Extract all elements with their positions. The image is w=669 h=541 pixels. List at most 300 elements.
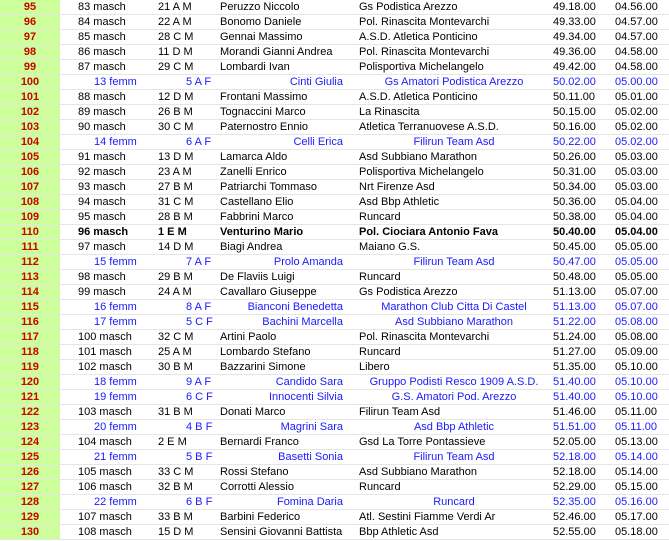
athlete-name-cell: Innocenti Silvia — [218, 390, 357, 405]
spacer-cell — [60, 375, 70, 390]
finish-time-cell: 52.05.00 — [551, 435, 613, 450]
athlete-name-cell: Candido Sara — [218, 375, 357, 390]
team-cell: Bbp Athletic Asd — [357, 525, 551, 540]
athlete-name-cell: Bernardi Franco — [218, 435, 357, 450]
table-row — [0, 330, 669, 345]
position-cell: 111 — [0, 240, 60, 255]
bib-gender-cell: 100 masch — [70, 330, 156, 345]
finish-time-cell: 50.16.00 — [551, 120, 613, 135]
spacer-cell — [60, 90, 70, 105]
team-cell: Nrt Firenze Asd — [357, 180, 551, 195]
bib-gender-cell: 101 masch — [70, 345, 156, 360]
table-row — [0, 30, 669, 45]
finish-time-cell: 50.48.00 — [551, 270, 613, 285]
category-cell: 30 C M — [156, 120, 218, 135]
bib-gender-cell: 21 femm — [70, 450, 156, 465]
pace-cell: 05.03.00 — [613, 180, 669, 195]
finish-time-cell: 51.40.00 — [551, 375, 613, 390]
team-cell: La Rinascita — [357, 105, 551, 120]
table-row — [0, 105, 669, 120]
finish-time-cell: 51.46.00 — [551, 405, 613, 420]
table-row — [0, 255, 669, 270]
bib-gender-cell: 19 femm — [70, 390, 156, 405]
position-cell: 122 — [0, 405, 60, 420]
category-cell: 21 A M — [156, 0, 218, 15]
spacer-cell — [60, 435, 70, 450]
pace-cell: 05.03.00 — [613, 165, 669, 180]
athlete-name-cell: Morandi Gianni Andrea — [218, 45, 357, 60]
spacer-cell — [60, 225, 70, 240]
table-row — [0, 525, 669, 540]
spacer-cell — [60, 315, 70, 330]
team-cell: Gsd La Torre Pontassieve — [357, 435, 551, 450]
finish-time-cell: 51.27.00 — [551, 345, 613, 360]
spacer-cell — [60, 150, 70, 165]
bib-gender-cell: 94 masch — [70, 195, 156, 210]
position-cell: 130 — [0, 525, 60, 540]
team-cell: Pol. Rinascita Montevarchi — [357, 15, 551, 30]
category-cell: 28 C M — [156, 30, 218, 45]
spacer-cell — [60, 390, 70, 405]
pace-cell: 05.03.00 — [613, 150, 669, 165]
position-cell: 125 — [0, 450, 60, 465]
athlete-name-cell: Paternostro Ennio — [218, 120, 357, 135]
table-row — [0, 345, 669, 360]
category-cell: 23 A M — [156, 165, 218, 180]
spacer-cell — [60, 195, 70, 210]
table-row — [0, 15, 669, 30]
finish-time-cell: 52.18.00 — [551, 450, 613, 465]
pace-cell: 05.10.00 — [613, 375, 669, 390]
team-cell: Pol. Rinascita Montevarchi — [357, 330, 551, 345]
athlete-name-cell: Fomina Daria — [218, 495, 357, 510]
pace-cell: 04.57.00 — [613, 30, 669, 45]
bib-gender-cell: 22 femm — [70, 495, 156, 510]
finish-time-cell: 50.36.00 — [551, 195, 613, 210]
team-cell: Gs Podistica Arezzo — [357, 0, 551, 15]
spacer-cell — [60, 210, 70, 225]
table-row — [0, 0, 669, 15]
category-cell: 8 A F — [156, 300, 218, 315]
bib-gender-cell: 104 masch — [70, 435, 156, 450]
position-cell: 120 — [0, 375, 60, 390]
athlete-name-cell: Lombardi Ivan — [218, 60, 357, 75]
athlete-name-cell: Corrotti Alessio — [218, 480, 357, 495]
category-cell: 5 A F — [156, 75, 218, 90]
pace-cell: 05.14.00 — [613, 465, 669, 480]
team-cell: Asd Subbiano Marathon — [357, 465, 551, 480]
athlete-name-cell: Artini Paolo — [218, 330, 357, 345]
bib-gender-cell: 83 masch — [70, 0, 156, 15]
category-cell: 15 D M — [156, 525, 218, 540]
position-cell: 114 — [0, 285, 60, 300]
spacer-cell — [60, 180, 70, 195]
pace-cell: 05.05.00 — [613, 270, 669, 285]
team-cell: Polisportiva Michelangelo — [357, 165, 551, 180]
team-cell: Asd Subbiano Marathon — [357, 150, 551, 165]
pace-cell: 05.05.00 — [613, 240, 669, 255]
team-cell: Asd Bbp Athletic — [357, 195, 551, 210]
table-row — [0, 60, 669, 75]
finish-time-cell: 51.13.00 — [551, 300, 613, 315]
position-cell: 96 — [0, 15, 60, 30]
finish-time-cell: 52.29.00 — [551, 480, 613, 495]
team-cell: Pol. Ciociara Antonio Fava — [357, 225, 551, 240]
team-cell: Gs Podistica Arezzo — [357, 285, 551, 300]
position-cell: 102 — [0, 105, 60, 120]
finish-time-cell: 51.22.00 — [551, 315, 613, 330]
finish-time-cell: 50.38.00 — [551, 210, 613, 225]
team-cell: Maiano G.S. — [357, 240, 551, 255]
category-cell: 30 B M — [156, 360, 218, 375]
pace-cell: 05.08.00 — [613, 330, 669, 345]
category-cell: 33 C M — [156, 465, 218, 480]
finish-time-cell: 50.26.00 — [551, 150, 613, 165]
finish-time-cell: 49.34.00 — [551, 30, 613, 45]
spacer-cell — [60, 45, 70, 60]
bib-gender-cell: 103 masch — [70, 405, 156, 420]
team-cell: Atl. Sestini Fiamme Verdi Ar — [357, 510, 551, 525]
table-row — [0, 270, 669, 285]
position-cell: 105 — [0, 150, 60, 165]
bib-gender-cell: 108 masch — [70, 525, 156, 540]
athlete-name-cell: Fabbrini Marco — [218, 210, 357, 225]
position-cell: 109 — [0, 210, 60, 225]
finish-time-cell: 50.11.00 — [551, 90, 613, 105]
category-cell: 6 C F — [156, 390, 218, 405]
position-cell: 103 — [0, 120, 60, 135]
bib-gender-cell: 13 femm — [70, 75, 156, 90]
category-cell: 11 D M — [156, 45, 218, 60]
athlete-name-cell: Gennai Massimo — [218, 30, 357, 45]
category-cell: 27 B M — [156, 180, 218, 195]
bib-gender-cell: 14 femm — [70, 135, 156, 150]
table-row — [0, 405, 669, 420]
table-row — [0, 195, 669, 210]
table-row — [0, 75, 669, 90]
athlete-name-cell: Basetti Sonia — [218, 450, 357, 465]
spacer-cell — [60, 165, 70, 180]
athlete-name-cell: Cavallaro Giuseppe — [218, 285, 357, 300]
athlete-name-cell: Biagi Andrea — [218, 240, 357, 255]
pace-cell: 05.15.00 — [613, 480, 669, 495]
pace-cell: 05.13.00 — [613, 435, 669, 450]
category-cell: 32 C M — [156, 330, 218, 345]
team-cell: A.S.D. Atletica Ponticino — [357, 90, 551, 105]
pace-cell: 05.04.00 — [613, 210, 669, 225]
athlete-name-cell: Venturino Mario — [218, 225, 357, 240]
position-cell: 115 — [0, 300, 60, 315]
table-row — [0, 165, 669, 180]
spacer-cell — [60, 30, 70, 45]
spacer-cell — [60, 420, 70, 435]
bib-gender-cell: 90 masch — [70, 120, 156, 135]
team-cell: Runcard — [357, 495, 551, 510]
finish-time-cell: 49.18.00 — [551, 0, 613, 15]
category-cell: 7 A F — [156, 255, 218, 270]
bib-gender-cell: 89 masch — [70, 105, 156, 120]
pace-cell: 05.01.00 — [613, 90, 669, 105]
team-cell: G.S. Amatori Pod. Arezzo — [357, 390, 551, 405]
finish-time-cell: 50.31.00 — [551, 165, 613, 180]
position-cell: 104 — [0, 135, 60, 150]
position-cell: 106 — [0, 165, 60, 180]
pace-cell: 05.10.00 — [613, 360, 669, 375]
category-cell: 14 D M — [156, 240, 218, 255]
category-cell: 12 D M — [156, 90, 218, 105]
position-cell: 127 — [0, 480, 60, 495]
position-cell: 124 — [0, 435, 60, 450]
position-cell: 107 — [0, 180, 60, 195]
finish-time-cell: 51.13.00 — [551, 285, 613, 300]
table-row — [0, 480, 669, 495]
spacer-cell — [60, 240, 70, 255]
category-cell: 6 B F — [156, 495, 218, 510]
category-cell: 6 A F — [156, 135, 218, 150]
spacer-cell — [60, 330, 70, 345]
team-cell: Filirun Team Asd — [357, 405, 551, 420]
bib-gender-cell: 16 femm — [70, 300, 156, 315]
position-cell: 121 — [0, 390, 60, 405]
athlete-name-cell: Cinti Giulia — [218, 75, 357, 90]
bib-gender-cell: 87 masch — [70, 60, 156, 75]
team-cell: Asd Subbiano Marathon — [357, 315, 551, 330]
bib-gender-cell: 95 masch — [70, 210, 156, 225]
table-row — [0, 390, 669, 405]
table-row — [0, 150, 669, 165]
pace-cell: 05.04.00 — [613, 195, 669, 210]
bib-gender-cell: 91 masch — [70, 150, 156, 165]
pace-cell: 05.02.00 — [613, 105, 669, 120]
category-cell: 26 B M — [156, 105, 218, 120]
position-cell: 97 — [0, 30, 60, 45]
table-row — [0, 360, 669, 375]
category-cell: 32 B M — [156, 480, 218, 495]
table-row — [0, 510, 669, 525]
position-cell: 110 — [0, 225, 60, 240]
table-row — [0, 240, 669, 255]
bib-gender-cell: 88 masch — [70, 90, 156, 105]
athlete-name-cell: Peruzzo Niccolo — [218, 0, 357, 15]
bib-gender-cell: 102 masch — [70, 360, 156, 375]
spacer-cell — [60, 525, 70, 540]
pace-cell: 05.14.00 — [613, 450, 669, 465]
team-cell: Marathon Club Citta Di Castel — [357, 300, 551, 315]
team-cell: Filirun Team Asd — [357, 450, 551, 465]
bib-gender-cell: 20 femm — [70, 420, 156, 435]
finish-time-cell: 49.36.00 — [551, 45, 613, 60]
athlete-name-cell: Donati Marco — [218, 405, 357, 420]
position-cell: 117 — [0, 330, 60, 345]
table-row — [0, 225, 669, 240]
bib-gender-cell: 107 masch — [70, 510, 156, 525]
table-row — [0, 435, 669, 450]
pace-cell: 05.11.00 — [613, 405, 669, 420]
bib-gender-cell: 15 femm — [70, 255, 156, 270]
pace-cell: 04.56.00 — [613, 0, 669, 15]
position-cell: 118 — [0, 345, 60, 360]
spacer-cell — [60, 360, 70, 375]
spacer-cell — [60, 255, 70, 270]
table-row — [0, 420, 669, 435]
table-row — [0, 180, 669, 195]
position-cell: 101 — [0, 90, 60, 105]
spacer-cell — [60, 465, 70, 480]
finish-time-cell: 51.35.00 — [551, 360, 613, 375]
athlete-name-cell: Prolo Amanda — [218, 255, 357, 270]
pace-cell: 05.02.00 — [613, 120, 669, 135]
bib-gender-cell: 93 masch — [70, 180, 156, 195]
finish-time-cell: 50.40.00 — [551, 225, 613, 240]
athlete-name-cell: Rossi Stefano — [218, 465, 357, 480]
category-cell: 25 A M — [156, 345, 218, 360]
athlete-name-cell: Patriarchi Tommaso — [218, 180, 357, 195]
finish-time-cell: 49.33.00 — [551, 15, 613, 30]
table-row — [0, 120, 669, 135]
finish-time-cell: 50.02.00 — [551, 75, 613, 90]
team-cell: Asd Bbp Athletic — [357, 420, 551, 435]
position-cell: 126 — [0, 465, 60, 480]
team-cell: Libero — [357, 360, 551, 375]
bib-gender-cell: 92 masch — [70, 165, 156, 180]
spacer-cell — [60, 480, 70, 495]
team-cell: Gruppo Podisti Resco 1909 A.S.D. — [357, 375, 551, 390]
pace-cell: 05.17.00 — [613, 510, 669, 525]
bib-gender-cell: 106 masch — [70, 480, 156, 495]
position-cell: 98 — [0, 45, 60, 60]
spacer-cell — [60, 270, 70, 285]
athlete-name-cell: Lombardo Stefano — [218, 345, 357, 360]
athlete-name-cell: Lamarca Aldo — [218, 150, 357, 165]
bib-gender-cell: 99 masch — [70, 285, 156, 300]
pace-cell: 05.07.00 — [613, 300, 669, 315]
position-cell: 99 — [0, 60, 60, 75]
spacer-cell — [60, 285, 70, 300]
spacer-cell — [60, 450, 70, 465]
finish-time-cell: 52.55.00 — [551, 525, 613, 540]
team-cell: Filirun Team Asd — [357, 255, 551, 270]
table-row — [0, 135, 669, 150]
pace-cell: 05.18.00 — [613, 525, 669, 540]
category-cell: 24 A M — [156, 285, 218, 300]
athlete-name-cell: Bianconi Benedetta — [218, 300, 357, 315]
position-cell: 128 — [0, 495, 60, 510]
bib-gender-cell: 96 masch — [70, 225, 156, 240]
athlete-name-cell: Magrini Sara — [218, 420, 357, 435]
pace-cell: 04.58.00 — [613, 45, 669, 60]
athlete-name-cell: Zanelli Enrico — [218, 165, 357, 180]
pace-cell: 05.10.00 — [613, 390, 669, 405]
position-cell: 119 — [0, 360, 60, 375]
pace-cell: 05.05.00 — [613, 255, 669, 270]
pace-cell: 05.00.00 — [613, 75, 669, 90]
team-cell: Gs Amatori Podistica Arezzo — [357, 75, 551, 90]
position-cell: 116 — [0, 315, 60, 330]
category-cell: 33 B M — [156, 510, 218, 525]
table-row — [0, 45, 669, 60]
pace-cell: 05.04.00 — [613, 225, 669, 240]
spacer-cell — [60, 510, 70, 525]
pace-cell: 04.58.00 — [613, 60, 669, 75]
pace-cell: 05.16.00 — [613, 495, 669, 510]
position-cell: 95 — [0, 0, 60, 15]
pace-cell: 05.02.00 — [613, 135, 669, 150]
athlete-name-cell: Bazzarini Simone — [218, 360, 357, 375]
category-cell: 31 C M — [156, 195, 218, 210]
bib-gender-cell: 97 masch — [70, 240, 156, 255]
table-row — [0, 210, 669, 225]
athlete-name-cell: Celli Erica — [218, 135, 357, 150]
category-cell: 28 B M — [156, 210, 218, 225]
finish-time-cell: 50.34.00 — [551, 180, 613, 195]
bib-gender-cell: 98 masch — [70, 270, 156, 285]
position-cell: 129 — [0, 510, 60, 525]
team-cell: Runcard — [357, 480, 551, 495]
finish-time-cell: 51.40.00 — [551, 390, 613, 405]
table-row — [0, 375, 669, 390]
spacer-cell — [60, 405, 70, 420]
spacer-cell — [60, 0, 70, 15]
finish-time-cell: 52.35.00 — [551, 495, 613, 510]
finish-time-cell: 50.45.00 — [551, 240, 613, 255]
finish-time-cell: 50.15.00 — [551, 105, 613, 120]
spacer-cell — [60, 60, 70, 75]
finish-time-cell: 51.51.00 — [551, 420, 613, 435]
team-cell: Atletica Terranuovese A.S.D. — [357, 120, 551, 135]
bib-gender-cell: 84 masch — [70, 15, 156, 30]
pace-cell: 05.08.00 — [613, 315, 669, 330]
category-cell: 1 E M — [156, 225, 218, 240]
position-cell: 112 — [0, 255, 60, 270]
category-cell: 4 B F — [156, 420, 218, 435]
athlete-name-cell: Bonomo Daniele — [218, 15, 357, 30]
category-cell: 5 B F — [156, 450, 218, 465]
bib-gender-cell: 85 masch — [70, 30, 156, 45]
category-cell: 5 C F — [156, 315, 218, 330]
table-row — [0, 450, 669, 465]
category-cell: 9 A F — [156, 375, 218, 390]
finish-time-cell: 52.46.00 — [551, 510, 613, 525]
team-cell: Filirun Team Asd — [357, 135, 551, 150]
category-cell: 29 C M — [156, 60, 218, 75]
table-row — [0, 315, 669, 330]
athlete-name-cell: De Flaviis Luigi — [218, 270, 357, 285]
table-row — [0, 300, 669, 315]
athlete-name-cell: Tognaccini Marco — [218, 105, 357, 120]
spacer-cell — [60, 300, 70, 315]
table-row — [0, 495, 669, 510]
category-cell: 2 E M — [156, 435, 218, 450]
category-cell: 22 A M — [156, 15, 218, 30]
spacer-cell — [60, 15, 70, 30]
bib-gender-cell: 18 femm — [70, 375, 156, 390]
athlete-name-cell: Bachini Marcella — [218, 315, 357, 330]
finish-time-cell: 50.47.00 — [551, 255, 613, 270]
athlete-name-cell: Barbini Federico — [218, 510, 357, 525]
position-cell: 113 — [0, 270, 60, 285]
team-cell: Runcard — [357, 270, 551, 285]
pace-cell: 04.57.00 — [613, 15, 669, 30]
team-cell: Polisportiva Michelangelo — [357, 60, 551, 75]
spacer-cell — [60, 135, 70, 150]
pace-cell: 05.11.00 — [613, 420, 669, 435]
team-cell: Pol. Rinascita Montevarchi — [357, 45, 551, 60]
athlete-name-cell: Castellano Elio — [218, 195, 357, 210]
finish-time-cell: 50.22.00 — [551, 135, 613, 150]
athlete-name-cell: Sensini Giovanni Battista — [218, 525, 357, 540]
position-cell: 100 — [0, 75, 60, 90]
bib-gender-cell: 86 masch — [70, 45, 156, 60]
